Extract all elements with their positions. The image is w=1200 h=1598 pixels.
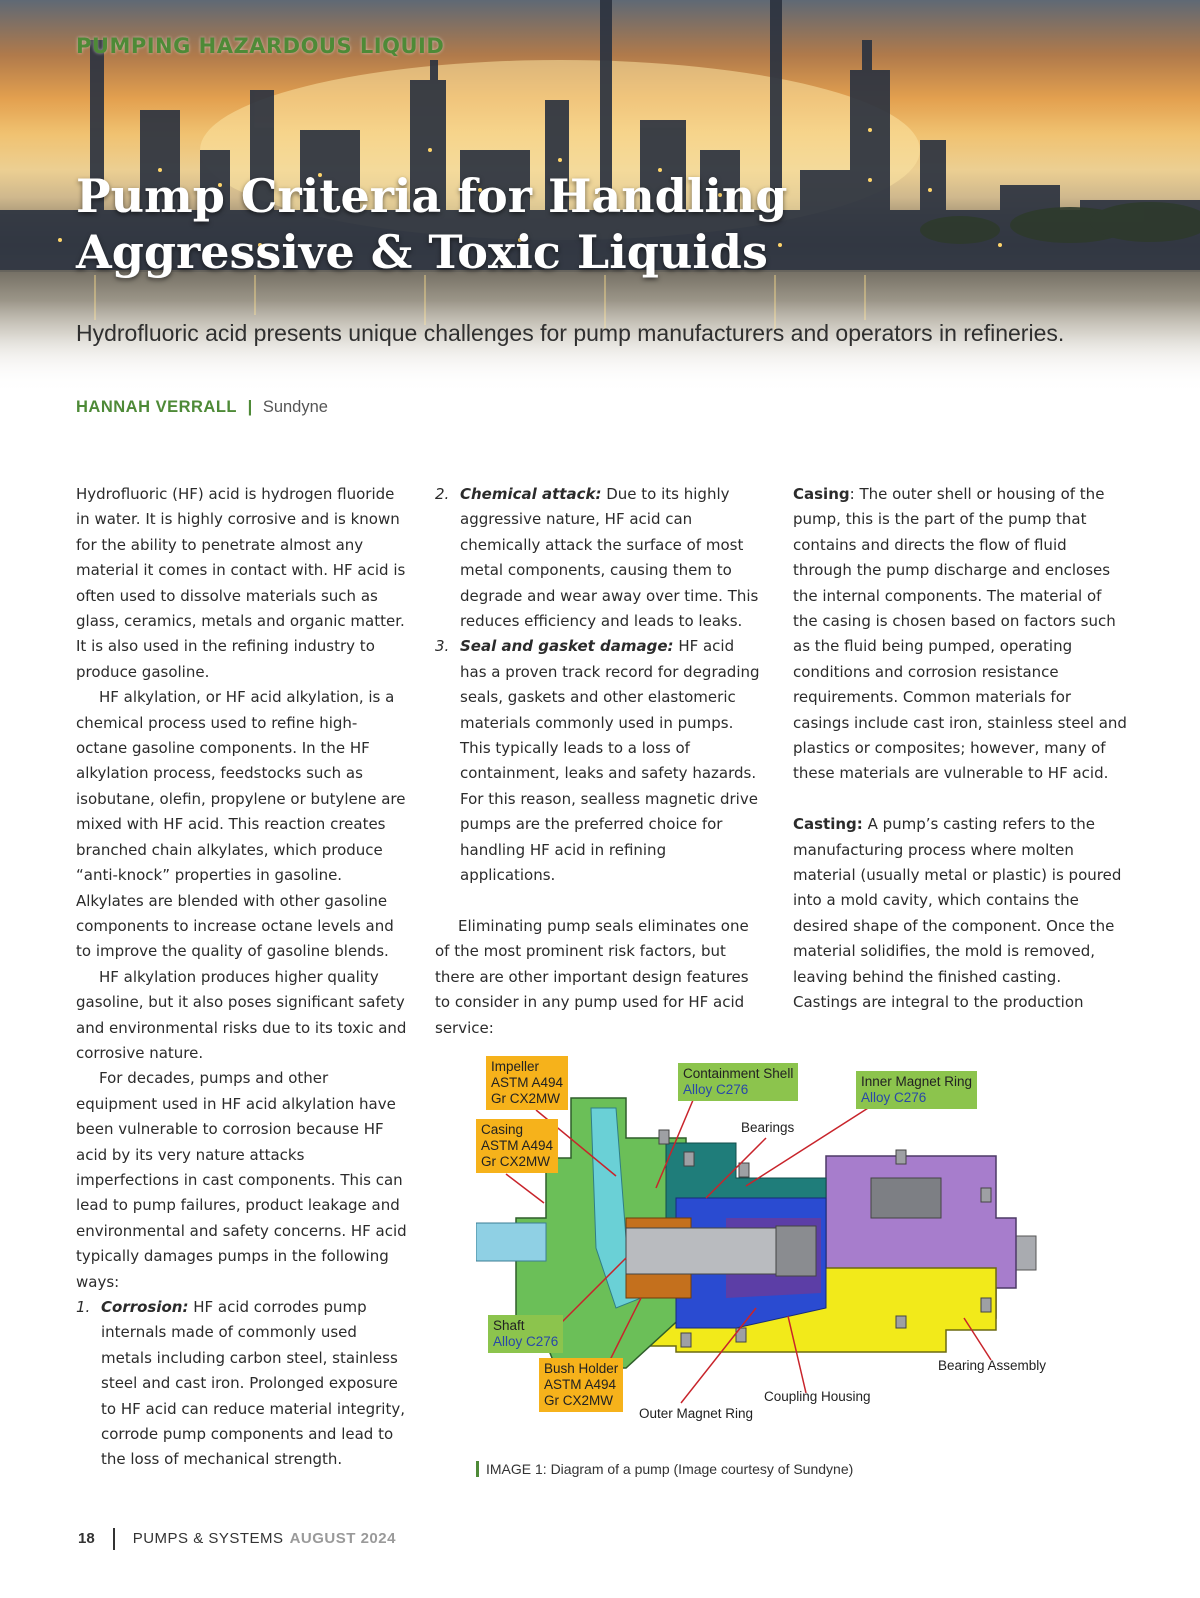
figure-caption: IMAGE 1: Diagram of a pump (Image courtesy of Sundyne) — [476, 1461, 853, 1477]
label-coupling-housing: Coupling Housing — [764, 1389, 871, 1404]
list-term: Chemical attack: — [460, 485, 602, 503]
byline — [76, 398, 328, 417]
article-subtitle: Hydrofluoric acid presents unique challenges for pump manufacturers and operators in refineries. — [76, 320, 1065, 346]
paragraph-gap — [435, 889, 765, 914]
term-casing: Casing — [793, 485, 850, 503]
paragraph-gap — [793, 787, 1129, 812]
footer-divider — [113, 1528, 115, 1550]
paragraph: HF alkylation produces higher quality gasoline, but it also poses significant safety and environmental risks due to its toxic and corrosive nature. — [76, 967, 407, 1062]
issue-date: AUGUST 2024 — [289, 1529, 396, 1547]
label-containment-shell-material: Alloy C276 — [683, 1082, 749, 1097]
label-bush-holder-name: Bush Holder — [544, 1361, 619, 1376]
list-number: 1. — [76, 1298, 91, 1316]
article-title: Pump Criteria for Handling Aggressive & Toxic Liquids — [76, 169, 788, 279]
label-impeller-spec2: Gr CX2MW — [491, 1091, 560, 1106]
column-1 — [76, 482, 408, 1473]
definition-casing: : The outer shell or housing of the pump, this is the part of the pump that contains and directs the flow of fluid through the pump discharge and encloses the internal components. The material of the casing is chosen based on factors such as the fluid being pumped, operating conditions and corrosion resistance requirements. Common materials for casings include cast iron, stainless steel and plastics or composites; however, many of these materials are vulnerable to HF acid. — [793, 485, 1127, 783]
label-containment-shell-name: Containment Shell — [683, 1066, 794, 1081]
label-inner-magnet-ring — [856, 1071, 977, 1109]
author-organization: Sundyne — [262, 398, 328, 416]
label-shaft-material: Alloy C276 — [493, 1334, 559, 1349]
definition-casting: A pump’s casting refers to the manufacturing process where molten material (usually metal or plastic) is poured into a mold cavity, which contains the desired shape of the component. Once the material solidifies, the mold is removed, leaving behind the finished casting. Castings are integral to the production — [793, 815, 1122, 1012]
hero-banner — [0, 0, 1200, 395]
list-item — [76, 1295, 408, 1473]
label-impeller-name: Impeller — [491, 1059, 540, 1074]
paragraph: HF alkylation, or HF acid alkylation, is a chemical process used to refine high-octane gasoline components. In the HF alkylation process, feedstocks such as isobutane, olefin, propylene or butylene are mixed with HF acid. This reaction creates branched chain alkylates, which produce “anti-knock” properties in gasoline. Alkylates are blended with other gasoline components to increase octane levels and to improve the quality of gasoline blends. — [76, 688, 406, 961]
paragraph: For decades, pumps and other equipment used in HF acid alkylation have been vulnerable to corrosion because HF acid by its very nature attacks imperfections in cast components. This can lead to pump failures, product leakage and environmental and safety concerns. HF acid typically damages pumps in the following ways: — [76, 1069, 407, 1291]
page-footer — [78, 1528, 396, 1550]
label-bush-holder-spec1: ASTM A494 — [544, 1377, 617, 1392]
list-text: HF acid has a proven track record for degrading seals, gaskets and other elastomeric materials commonly used in pumps. This typically leads to a loss of containment, leaks and safety hazards. For this reason, sealless magnetic drive pumps are the preferred choice for handling HF acid in refining applications. — [460, 637, 760, 885]
label-bush-holder — [539, 1358, 623, 1412]
section-kicker: PUMPING HAZARDOUS LIQUID — [76, 34, 445, 58]
label-bearings: Bearings — [741, 1120, 795, 1135]
page-number: 18 — [78, 1529, 95, 1547]
column-2 — [435, 482, 765, 1041]
label-bearing-assembly: Bearing Assembly — [938, 1358, 1047, 1373]
label-impeller-spec1: ASTM A494 — [491, 1075, 564, 1090]
label-impeller — [486, 1056, 568, 1110]
column-3 — [793, 482, 1129, 1016]
paragraph: Hydrofluoric (HF) acid is hydrogen fluoride in water. It is highly corrosive and is known for the ability to penetrate almost any material it comes in contact with. HF acid is often used to dissolve materials such as glass, ceramics, metals and organic matter. It is also used in the refining industry to produce gasoline. — [76, 485, 406, 681]
list-text: HF acid corrodes pump internals made of commonly used metals including carbon steel, stainless steel and cast iron. Prolonged exposure to HF acid can reduce material integrity, corrode pump components and lead to the loss of mechanical strength. — [101, 1298, 405, 1469]
paragraph: Eliminating pump seals eliminates one of the most prominent risk factors, but there are other important design features to consider in any pump used for HF acid service: — [435, 916, 749, 1037]
list-item — [435, 482, 765, 634]
list-text: Due to its highly aggressive nature, HF acid can chemically attack the surface of most metal components, causing them to degrade and wear away over time. This reduces efficiency and leads to leaks. — [460, 485, 759, 631]
label-shaft-name: Shaft — [493, 1318, 525, 1333]
label-bush-holder-spec2: Gr CX2MW — [544, 1393, 613, 1408]
label-casing — [476, 1119, 558, 1173]
author-name: HANNAH VERRALL — [76, 398, 237, 416]
list-term: Seal and gasket damage: — [460, 637, 674, 656]
label-outer-magnet-ring: Outer Magnet Ring — [639, 1406, 754, 1421]
label-inner-magnet-ring-material: Alloy C276 — [861, 1090, 927, 1105]
publication-name: PUMPS & SYSTEMS — [132, 1529, 284, 1547]
list-item — [435, 634, 765, 888]
label-containment-shell — [678, 1063, 798, 1101]
term-casting: Casting: — [793, 815, 863, 834]
pump-diagram — [476, 1059, 1096, 1460]
byline-separator: | — [247, 398, 253, 416]
paragraph — [793, 482, 1129, 787]
label-inner-magnet-ring-name: Inner Magnet Ring — [861, 1074, 973, 1089]
label-shaft — [488, 1315, 563, 1353]
label-casing-spec1: ASTM A494 — [481, 1138, 554, 1153]
list-term: Corrosion: — [101, 1298, 189, 1316]
label-casing-spec2: Gr CX2MW — [481, 1154, 550, 1169]
list-number: 2. — [435, 485, 450, 503]
label-casing-name: Casing — [481, 1122, 524, 1137]
list-number: 3. — [435, 637, 450, 656]
paragraph — [793, 812, 1129, 1015]
